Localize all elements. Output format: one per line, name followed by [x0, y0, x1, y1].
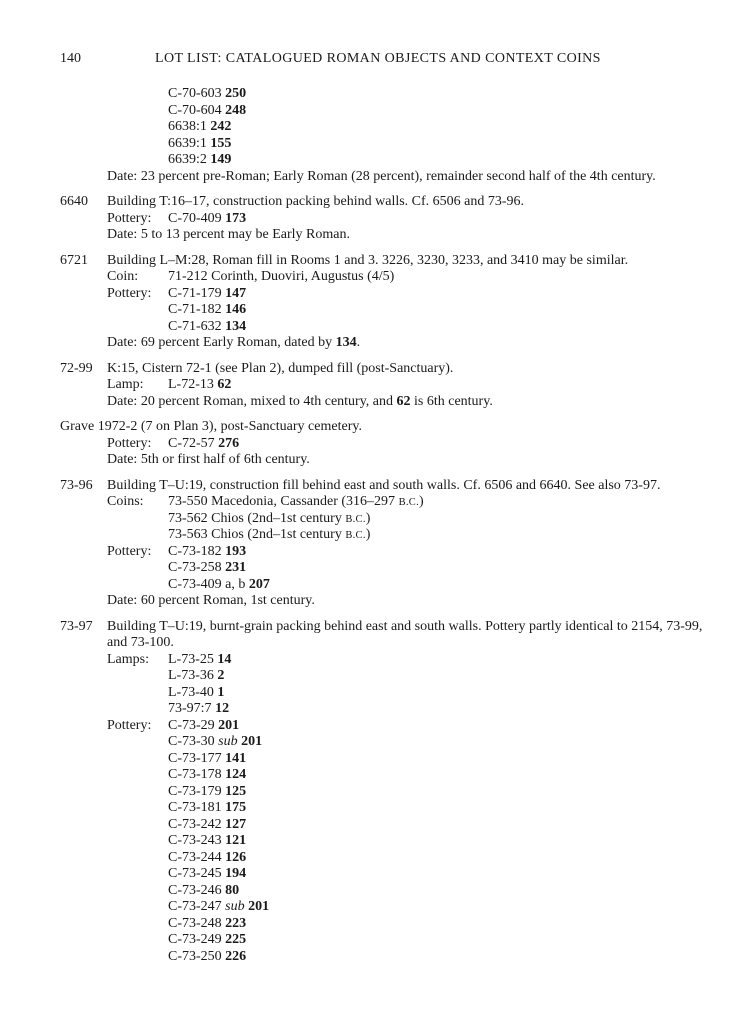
pottery-group — [107, 211, 700, 228]
list-item: 6639:2 149 — [168, 152, 232, 167]
list-item: C-73-246 80 — [168, 882, 240, 898]
list-item: C-73-177 141 — [168, 750, 247, 766]
group-label: Coin: — [107, 269, 139, 284]
list-item: C-72-57 276 — [168, 435, 240, 451]
list-item: C-73-178 124 — [168, 767, 247, 782]
entry-73-97 — [60, 618, 703, 966]
entry-description-cont: and 73-100. — [107, 635, 174, 650]
lot-list — [60, 86, 703, 974]
list-item: C-73-242 127 — [168, 816, 247, 832]
list-item: C-73-182 193 — [168, 543, 247, 559]
entry-grave-1972-2 — [60, 419, 700, 469]
group-label: Pottery: — [107, 717, 152, 733]
list-item: 71-212 Corinth, Duoviri, Augustus (4/5) — [168, 269, 395, 284]
date-line: Date: 20 percent Roman, mixed to 4th century, and 62 is 6th century. — [107, 393, 493, 409]
item-list — [168, 86, 700, 169]
list-item: L-72-13 62 — [168, 377, 232, 392]
list-item: C-73-245 194 — [168, 866, 247, 881]
group-label: Coins: — [107, 494, 144, 509]
group-label: Lamps: — [107, 651, 149, 667]
list-item: C-71-182 146 — [168, 302, 247, 317]
list-item: 73-563 Chios (2nd–1st century B.C.) — [168, 527, 371, 542]
list-item: C-70-409 173 — [168, 210, 247, 226]
entry-description: Building T–U:19, burnt-grain packing behind east and south walls. Pottery partly identical to 2154, 73-99, — [107, 618, 703, 634]
entry-description: Grave 1972-2 (7 on Plan 3), post-Sanctuary cemetery. — [60, 419, 362, 434]
entry-6721 — [60, 253, 700, 352]
list-item: 73-550 Macedonia, Cassander (316–297 B.C.) — [168, 494, 424, 509]
pottery-group — [107, 286, 700, 336]
list-item: C-73-258 231 — [168, 560, 247, 575]
list-item: C-73-30 sub 201 — [168, 734, 263, 749]
list-item: 6639:1 155 — [168, 135, 232, 151]
list-item: C-73-244 126 — [168, 849, 247, 865]
list-item: C-73-248 223 — [168, 915, 247, 931]
pottery-group — [107, 718, 700, 966]
group-label: Pottery: — [107, 210, 152, 226]
entry-id: 73-97 — [60, 618, 93, 634]
entry-id: 6721 — [60, 252, 88, 268]
entry-description: Building L–M:28, Roman fill in Rooms 1 and 3. 3226, 3230, 3233, and 3410 may be similar. — [107, 252, 629, 268]
list-item: C-73-247 sub 201 — [168, 899, 270, 914]
pottery-group — [107, 436, 700, 453]
lamp-group — [107, 377, 700, 394]
list-item: C-73-250 226 — [168, 948, 247, 964]
list-item: L-73-40 1 — [168, 684, 225, 700]
entry-id: 73-96 — [60, 477, 93, 493]
list-item: 73-562 Chios (2nd–1st century B.C.) — [168, 510, 371, 526]
page-header — [60, 51, 700, 69]
pottery-list — [168, 718, 700, 966]
date-line: Date: 5 to 13 percent may be Early Roman. — [107, 227, 350, 242]
list-item: 6638:1 242 — [168, 119, 232, 134]
list-item: C-73-179 125 — [168, 783, 247, 799]
list-item: C-71-179 147 — [168, 285, 247, 301]
list-item: 73-97:7 12 — [168, 701, 230, 716]
pottery-group — [107, 544, 700, 594]
entry-72-99 — [60, 361, 700, 411]
entry-id: 72-99 — [60, 360, 93, 376]
list-item: C-73-249 225 — [168, 932, 247, 947]
list-item: L-73-25 14 — [168, 651, 232, 667]
list-item: C-73-181 175 — [168, 800, 247, 815]
entry-description: K:15, Cistern 72-1 (see Plan 2), dumped fill (post-Sanctuary). — [107, 360, 454, 376]
list-item: C-70-603 250 — [168, 86, 247, 101]
date-line: Date: 23 percent pre-Roman; Early Roman (28 percent), remainder second half of the 4th century. — [107, 168, 656, 184]
entry-description: Building T–U:19, construction fill behind east and south walls. Cf. 6506 and 6640. See also 73-97. — [107, 477, 661, 493]
date-line: Date: 60 percent Roman, 1st century. — [107, 593, 315, 608]
list-item: C-73-29 201 — [168, 717, 240, 733]
list-item: C-73-409 a, b 207 — [168, 576, 270, 592]
date-line: Date: 5th or first half of 6th century. — [107, 452, 310, 467]
list-item: C-71-632 134 — [168, 318, 247, 334]
date-line: Date: 69 percent Early Roman, dated by 134. — [107, 335, 361, 350]
group-label: Pottery: — [107, 435, 152, 451]
group-label: Pottery: — [107, 285, 152, 301]
group-label: Pottery: — [107, 543, 152, 559]
coins-group — [107, 494, 700, 544]
entry-id: 6640 — [60, 194, 88, 209]
entry-description: Building T:16–17, construction packing behind walls. Cf. 6506 and 73-96. — [107, 194, 525, 209]
lamps-group — [107, 652, 700, 718]
group-label: Lamp: — [107, 377, 144, 392]
page-number: 140 — [60, 51, 81, 66]
list-item: C-70-604 248 — [168, 102, 247, 118]
list-item: L-73-36 2 — [168, 668, 225, 683]
running-head: LOT LIST: CATALOGUED ROMAN OBJECTS AND CONTEXT COINS — [155, 51, 601, 66]
entry-6640 — [60, 194, 700, 244]
entry-continued — [60, 86, 700, 185]
list-item: C-73-243 121 — [168, 833, 247, 848]
entry-73-96 — [60, 478, 700, 610]
coin-group — [107, 269, 700, 286]
